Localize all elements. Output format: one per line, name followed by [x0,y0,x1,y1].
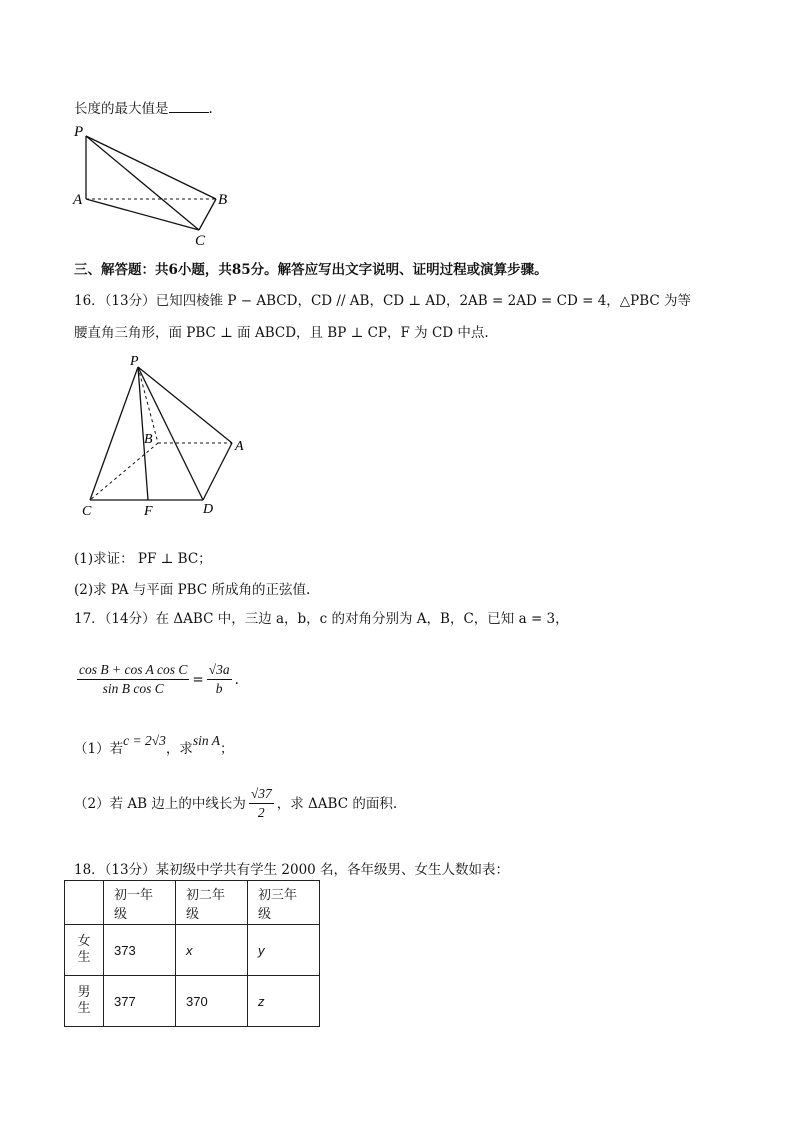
q17-part2 [74,786,397,821]
table-row-label [65,925,104,976]
q16-line2: 腰直角三角形，面 PBC ⊥ 面 ABCD，且 BP ⊥ CP，F 为 CD 中点. [74,325,489,341]
eq-rhs-fraction [207,662,232,697]
row-label-text: 女生 [77,934,91,965]
table-cell: y [248,925,320,976]
q17-part1-mid: ，求 [165,741,193,757]
label-c: C [195,233,206,249]
q17-part1-pre: （1）若 [74,741,124,757]
table-cell: z [248,976,320,1027]
eq-rhs-denominator: b [215,681,223,696]
table-row [65,925,320,976]
table-header-cell: 初三年级 [248,881,320,925]
label-f: F [144,504,153,519]
edge-pc [90,367,138,500]
table-cell: 377 [104,976,176,1027]
answer-blank [169,99,209,113]
table-header-row [65,881,320,925]
q16-part2: (2)求 PA 与平面 PBC 所成角的正弦值. [74,582,311,598]
q16-part1: (1)求证： PF ⊥ BC； [74,551,212,567]
q17-part1-math: c = 2√3 [123,733,166,748]
q17-part1 [74,733,234,758]
eq-lhs-denominator: sin B cos C [102,681,164,696]
top-line-text: 长度的最大值是 [74,101,169,117]
table-row [65,976,320,1027]
table-cell: 373 [104,925,176,976]
triangle-figure [68,122,238,250]
table-row-label [65,976,104,1027]
q17-part1-end: ； [220,741,234,757]
q17-part2-pre: （2）若 AB 边上的中线长为 [74,795,246,812]
eq-lhs-numerator: cos B + cos A cos C [77,662,189,680]
edge-da [203,443,232,500]
edge-ac [86,199,199,230]
table-header-cell: 初一年级 [104,881,176,925]
q17-line1: 17．（14分）在 ΔABC 中，三边 a，b，c 的对角分别为 A，B，C，已知 a = 3， [74,611,569,627]
table-corner-cell [65,881,104,925]
label-p: P [74,124,84,140]
label-p: P [130,354,139,369]
row-label-text: 男生 [77,985,91,1016]
label-c: C [82,504,92,519]
q17-part1-math2: sin A [192,733,220,748]
label-b: B [144,432,153,447]
label-a: A [73,192,83,208]
section-heading: 三、解答题：共6小题，共85分。解答应写出文字说明、证明过程或演算步骤。 [74,262,548,278]
q17-part2-end: ，求 ΔABC 的面积. [276,795,398,812]
grade-table [64,880,320,1027]
top-line-end: . [208,101,213,117]
median-numerator: √37 [249,786,274,804]
q17-equation [74,662,239,697]
label-a: A [235,439,244,454]
q16-line1: 16．（13分）已知四棱锥 P − ABCD，CD // AB，CD ⊥ AD，2AB = 2AD = CD = 4，△PBC 为等 [74,293,692,309]
edge-bc [199,199,216,230]
median-denominator: 2 [257,805,265,820]
table-header-cell: 初二年级 [176,881,248,925]
table-cell: x [176,925,248,976]
eq-lhs-fraction [77,662,189,697]
median-fraction [249,786,274,821]
table-cell: 370 [176,976,248,1027]
eq-equals: = [192,671,204,688]
q18-line1: 18．（13分）某初级中学共有学生 2000 名，各年级男、女生人数如表： [74,862,510,878]
label-d: D [203,502,214,517]
top-line [74,99,213,118]
pyramid-figure [76,350,266,520]
label-b: B [218,192,228,208]
eq-end: . [234,671,239,688]
eq-rhs-numerator: √3a [207,662,232,680]
